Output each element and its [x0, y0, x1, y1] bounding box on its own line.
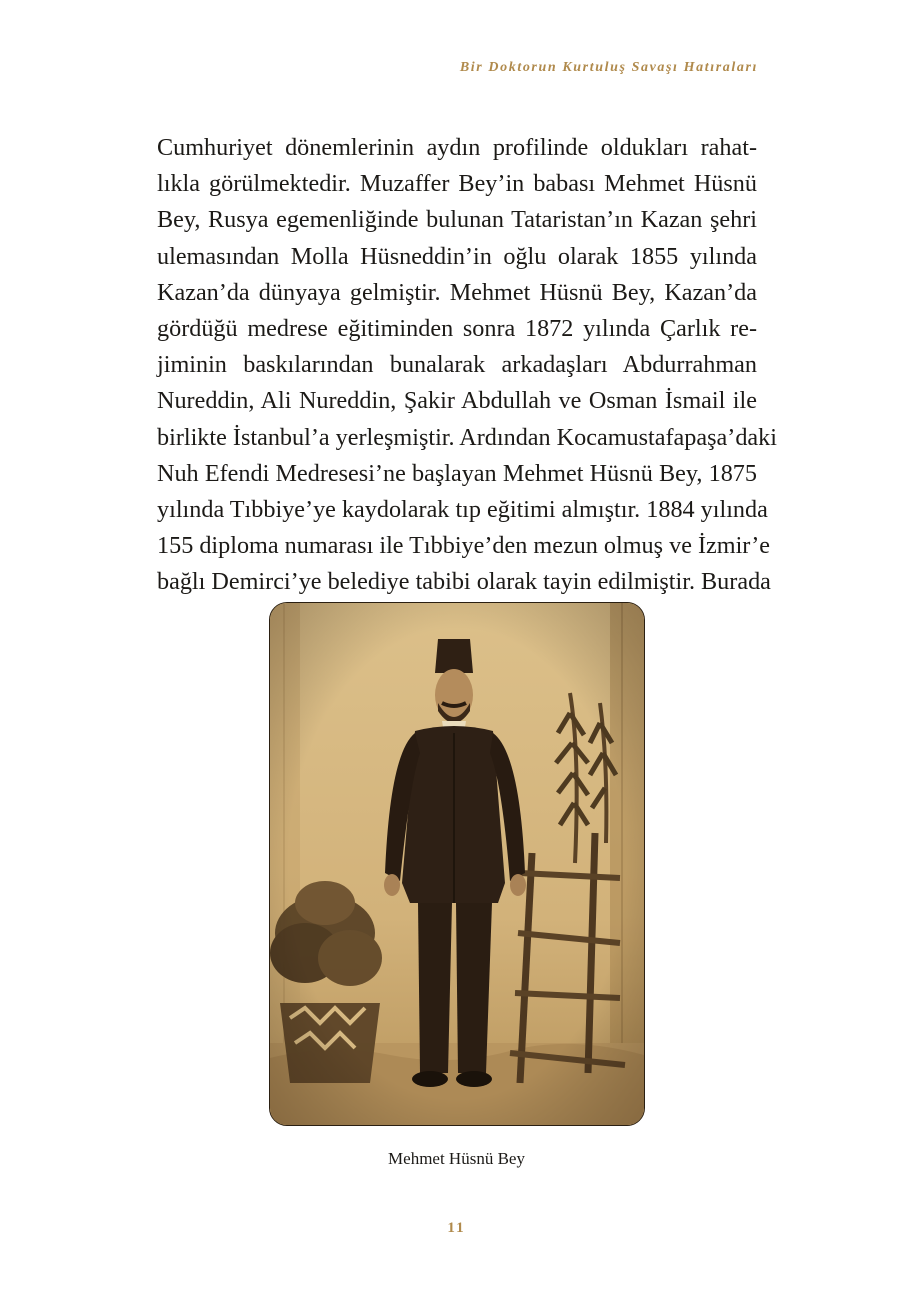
portrait-photograph	[269, 602, 645, 1126]
body-paragraph	[157, 130, 777, 600]
text-line: Kazan’da dünyaya gelmiştir. Mehmet Hüsnü Bey, Kazan’da	[157, 278, 757, 306]
text-line: Bey, Rusya egemenliğinde bulunan Tataristan’ın Kazan şehri	[157, 206, 757, 234]
text-line: bağlı Demirci’ye belediye tabibi olarak tayin edilmiştir. Burada	[157, 568, 771, 596]
text-line: ulemasından Molla Hüsneddin’in oğlu olarak 1855 yılında	[157, 242, 757, 270]
running-header: Bir Doktorun Kurtuluş Savaşı Hatıraları	[459, 60, 758, 75]
text-line: jiminin baskılarından bunalarak arkadaşları Abdurrahman	[157, 351, 757, 379]
text-line: lıkla görülmektedir. Muzaffer Bey’in babası Mehmet Hüsnü	[157, 170, 757, 198]
page-number: 11	[447, 1220, 466, 1236]
text-line: yılında Tıbbiye’ye kaydolarak tıp eğitimi almıştır. 1884 yılında	[157, 495, 768, 523]
text-line: Cumhuriyet dönemlerinin aydın profilinde oldukları rahat-	[157, 134, 757, 161]
text-line: birlikte İstanbul’a yerleşmiştir. Ardından Kocamustafapaşa’daki	[157, 423, 777, 451]
text-line: gördüğü medrese eğitiminden sonra 1872 yılında Çarlık re-	[157, 314, 757, 342]
figure-caption: Mehmet Hüsnü Bey	[388, 1149, 525, 1168]
text-line: Nureddin, Ali Nureddin, Şakir Abdullah ve Osman İsmail ile	[157, 387, 757, 415]
text-line: Nuh Efendi Medresesi’ne başlayan Mehmet Hüsnü Bey, 1875	[157, 459, 757, 487]
text-line: 155 diploma numarası ile Tıbbiye’den mezun olmuş ve İzmir’e	[157, 532, 771, 560]
